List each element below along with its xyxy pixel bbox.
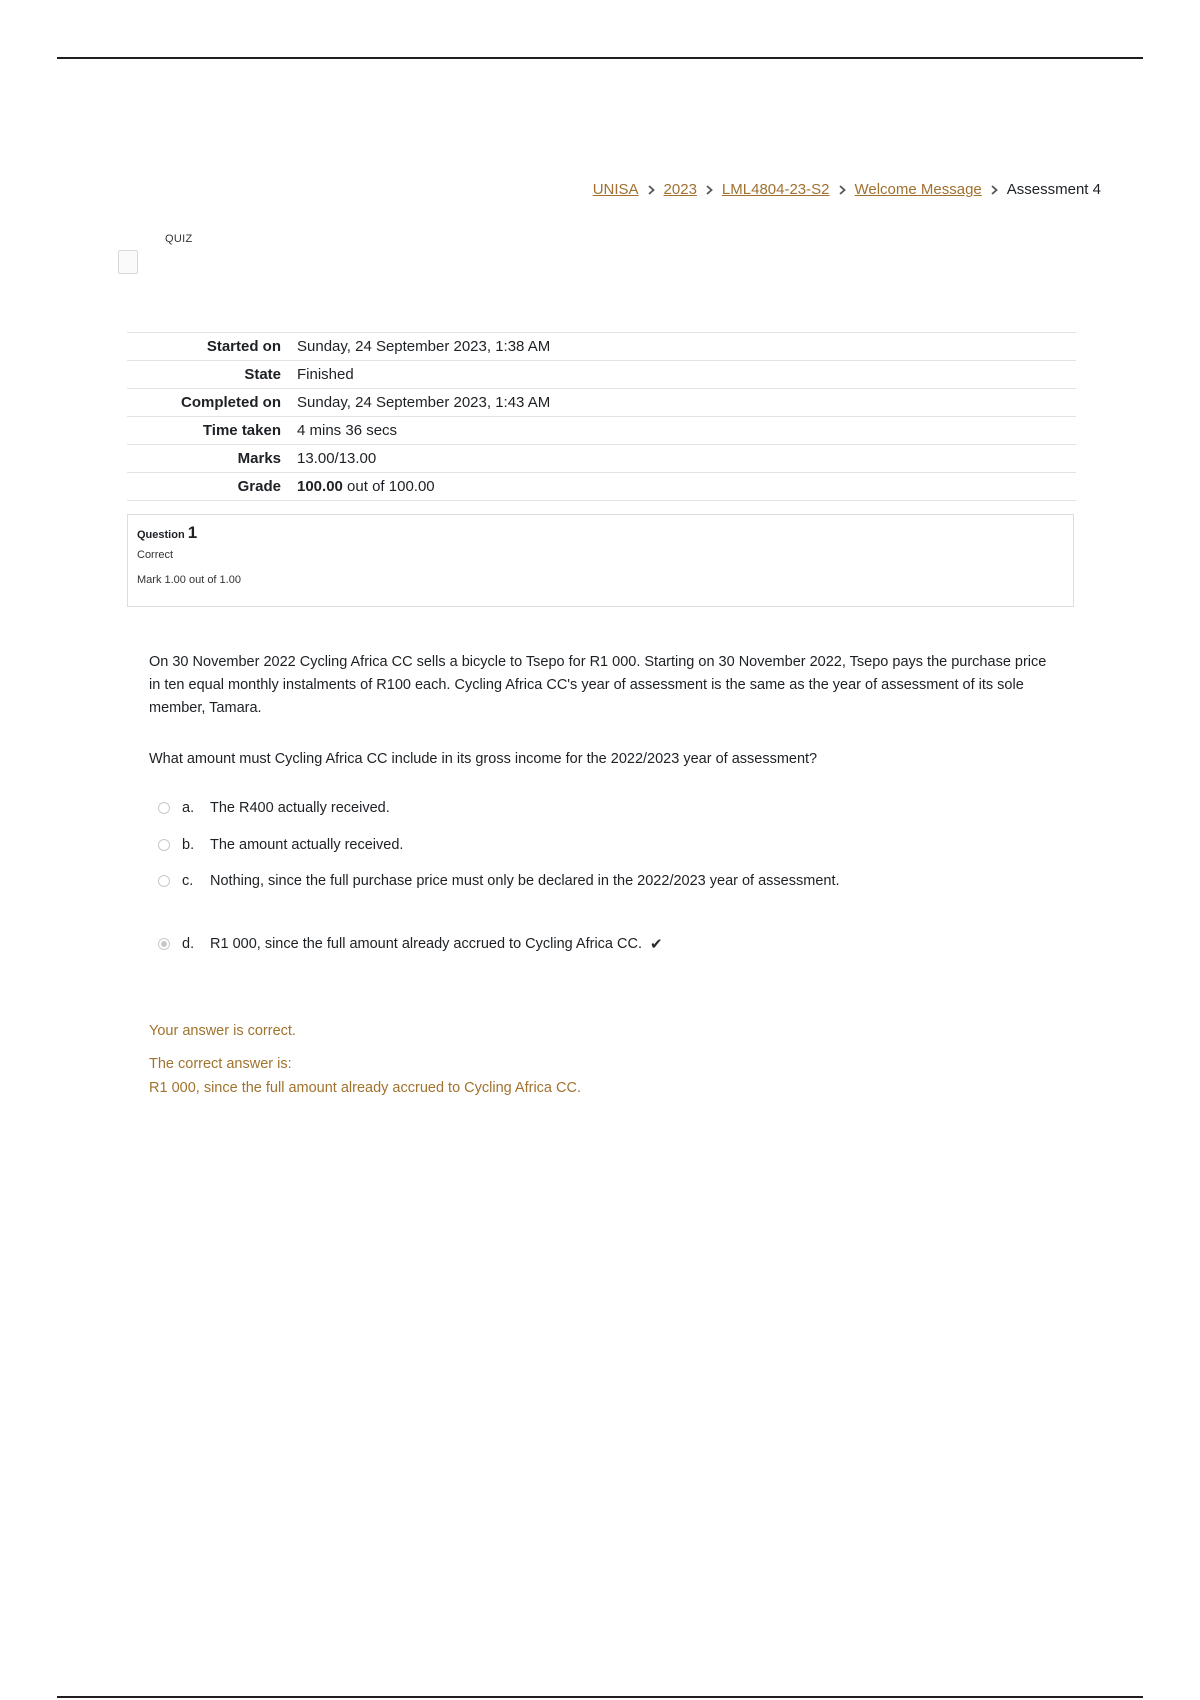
quiz-icon <box>118 250 138 274</box>
summary-label: Marks <box>237 450 281 467</box>
question-number-value: 1 <box>187 523 198 542</box>
grade-score: 100.00 <box>297 478 343 495</box>
summary-value: 13.00/13.00 <box>297 450 377 467</box>
answer-option-d[interactable] <box>158 935 663 953</box>
chevron-right-icon <box>839 185 846 195</box>
summary-row-grade <box>127 473 1076 501</box>
page-top-rule <box>57 57 1143 59</box>
breadcrumb-link-unisa[interactable]: UNISA <box>592 181 639 198</box>
page-bottom-rule <box>57 1696 1143 1698</box>
radio-button-selected[interactable] <box>158 938 170 950</box>
activity-type-label: QUIZ <box>165 233 193 245</box>
summary-value: Finished <box>297 366 354 383</box>
summary-value: Sunday, 24 September 2023, 1:43 AM <box>297 394 551 411</box>
option-letter: b. <box>182 837 195 853</box>
option-text: The R400 actually received. <box>210 800 390 816</box>
summary-row-time-taken <box>127 417 1076 445</box>
attempt-summary-table <box>127 332 1076 501</box>
answer-option-c[interactable] <box>158 873 840 889</box>
question-state: Correct <box>137 549 174 561</box>
right-answer-label: The correct answer is: <box>149 1056 292 1072</box>
question-number <box>137 523 1064 543</box>
summary-label: Started on <box>206 338 281 355</box>
breadcrumb-current: Assessment 4 <box>1006 181 1101 198</box>
option-letter: a. <box>182 800 195 816</box>
summary-row-marks <box>127 445 1076 473</box>
question-prefix: Question <box>137 529 185 541</box>
answer-option-a[interactable] <box>158 800 390 816</box>
summary-label: Completed on <box>181 394 281 411</box>
option-text: R1 000, since the full amount already accrued to Cycling Africa CC. <box>210 936 642 952</box>
grade-out-of: out of 100.00 <box>342 478 435 495</box>
radio-button[interactable] <box>158 875 170 887</box>
summary-label: Time taken <box>202 422 281 439</box>
summary-value: Sunday, 24 September 2023, 1:38 AM <box>297 338 551 355</box>
option-letter: d. <box>182 936 195 952</box>
summary-value <box>297 473 1076 501</box>
question-text: On 30 November 2022 Cycling Africa CC sells a bicycle to Tsepo for R1 000. Starting on 30 November 2022, Tsepo pays the purchase price in ten equal monthly instalments of R100 each. Cycling Africa CC's year of assessment is the same as the year of assessment of its sole member, Tamara. <box>149 654 1047 716</box>
breadcrumb-link-welcome[interactable]: Welcome Message <box>854 181 982 198</box>
check-icon: ✔ <box>650 936 663 953</box>
breadcrumb <box>593 181 1101 198</box>
question-prompt: What amount must Cycling Africa CC include in its gross income for the 2022/2023 year of assessment? <box>149 751 818 767</box>
option-text: Nothing, since the full purchase price must only be declared in the 2022/2023 year of assessment. <box>210 873 840 889</box>
radio-button[interactable] <box>158 802 170 814</box>
chevron-right-icon <box>706 185 713 195</box>
summary-value: 4 mins 36 secs <box>297 422 398 439</box>
question-info-panel <box>127 514 1074 607</box>
right-answer-feedback <box>149 1052 1049 1100</box>
right-answer-text: R1 000, since the full amount already accrued to Cycling Africa CC. <box>149 1080 581 1096</box>
summary-row-started <box>127 333 1076 361</box>
summary-row-state <box>127 361 1076 389</box>
breadcrumb-link-course[interactable]: LML4804-23-S2 <box>721 181 830 198</box>
option-letter: c. <box>182 873 194 889</box>
answer-option-b[interactable] <box>158 837 403 853</box>
question-mark: Mark 1.00 out of 1.00 <box>137 574 241 586</box>
breadcrumb-link-year[interactable]: 2023 <box>663 181 697 198</box>
summary-label: State <box>244 366 281 383</box>
chevron-right-icon <box>991 185 998 195</box>
specific-feedback: Your answer is correct. <box>149 1023 296 1039</box>
summary-row-completed <box>127 389 1076 417</box>
option-text: The amount actually received. <box>210 837 404 853</box>
summary-label: Grade <box>237 478 281 495</box>
chevron-right-icon <box>648 185 655 195</box>
radio-button[interactable] <box>158 839 170 851</box>
